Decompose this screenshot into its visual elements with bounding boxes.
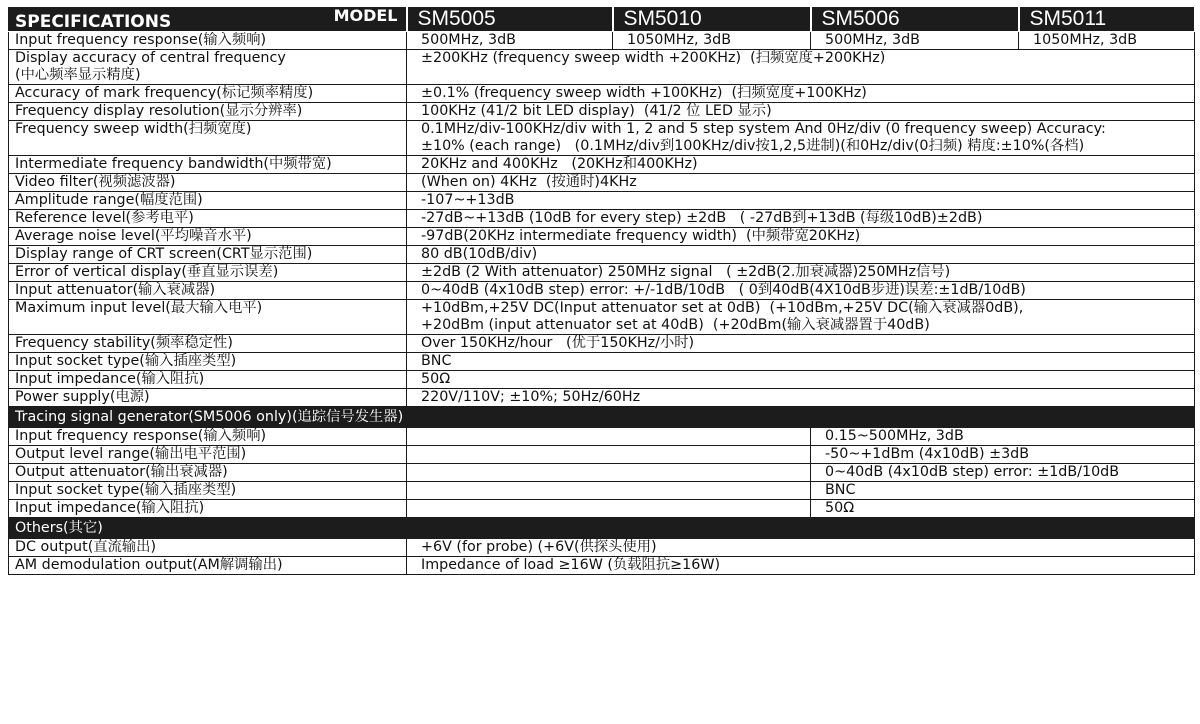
- spec-label: Display range of CRT screen(CRT显示范围): [9, 246, 407, 264]
- spec-value: 0~40dB (4x10dB step) error: ±1dB/10dB: [811, 464, 1195, 482]
- spec-value: +6V (for probe) (+6V(供探头使用): [407, 539, 1195, 557]
- spec-row: [9, 300, 1195, 335]
- spec-row: [9, 85, 1195, 103]
- spec-label: Frequency stability(频率稳定性): [9, 335, 407, 353]
- tracing-row: [9, 428, 1195, 446]
- model-header-row: [9, 7, 1195, 32]
- spec-value: 0.15~500MHz, 3dB: [811, 428, 1195, 446]
- tracing-row: [9, 464, 1195, 482]
- spec-value: 1050MHz, 3dB: [1019, 32, 1195, 50]
- spec-row: [9, 174, 1195, 192]
- spec-row: [9, 50, 1195, 85]
- spec-row: [9, 121, 1195, 156]
- spec-label: Reference level(参考电平): [9, 210, 407, 228]
- spec-value: 20KHz and 400KHz (20KHz和400KHz): [407, 156, 1195, 174]
- spec-row: [9, 228, 1195, 246]
- spec-value: BNC: [811, 482, 1195, 500]
- model-sm5006: [811, 7, 1019, 32]
- spec-value: 0~40dB (4x10dB step) error: +/-1dB/10dB ( 0到40dB(4X10dB步进)误差:±1dB/10dB): [407, 282, 1195, 300]
- spec-label: Output attenuator(输出衰减器): [9, 464, 407, 482]
- spec-label: Average noise level(平均噪音水平): [9, 228, 407, 246]
- spec-row: [9, 353, 1195, 371]
- spec-value: -50~+1dBm (4x10dB) ±3dB: [811, 446, 1195, 464]
- spec-label: Input impedance(输入阻抗): [9, 500, 407, 518]
- spec-label: Frequency sweep width(扫频宽度): [9, 121, 407, 156]
- spec-value: BNC: [407, 353, 1195, 371]
- model-sm5005: [407, 7, 613, 32]
- spec-label: Input socket type(输入插座类型): [9, 353, 407, 371]
- empty-cell: [407, 482, 811, 500]
- bandwidth-row: [9, 32, 1195, 50]
- spec-value: 1050MHz, 3dB: [613, 32, 811, 50]
- spec-value: Impedance of load ≥16W (负载阻抗≥16W): [407, 557, 1195, 575]
- model-name: SM5011: [1029, 7, 1107, 30]
- spec-label: Error of vertical display(垂直显示误差): [9, 264, 407, 282]
- spec-row: [9, 264, 1195, 282]
- spec-value: 50Ω: [811, 500, 1195, 518]
- spec-value: -97dB(20KHz intermediate frequency width) (中频带宽20KHz): [407, 228, 1195, 246]
- spec-label: Input socket type(输入插座类型): [9, 482, 407, 500]
- others-section-title: Others(其它): [9, 518, 1195, 539]
- tracing-row: [9, 482, 1195, 500]
- model-sm5011: [1019, 7, 1195, 32]
- spec-row: [9, 335, 1195, 353]
- spec-row: [9, 156, 1195, 174]
- tracing-section-header: [9, 407, 1195, 428]
- empty-cell: [407, 464, 811, 482]
- spec-label: Frequency display resolution(显示分辨率): [9, 103, 407, 121]
- model-label: MODEL: [333, 6, 398, 25]
- spec-label: Input attenuator(输入衰减器): [9, 282, 407, 300]
- empty-cell: [407, 428, 811, 446]
- spec-value: 220V/110V; ±10%; 50Hz/60Hz: [407, 389, 1195, 407]
- model-sm5010: [613, 7, 811, 32]
- model-name: SM5005: [417, 7, 496, 30]
- spec-label: Input frequency response(输入频响): [9, 428, 407, 446]
- spec-value: ±200KHz (frequency sweep width +200KHz) (扫频宽度+200KHz): [407, 50, 1195, 85]
- spec-row: [9, 210, 1195, 228]
- spec-label: AM demodulation output(AM解调输出): [9, 557, 407, 575]
- spec-value: 50Ω: [407, 371, 1195, 389]
- spec-value: (When on) 4KHz (按通时)4KHz: [407, 174, 1195, 192]
- spec-label: Maximum input level(最大输入电平): [9, 300, 407, 335]
- spec-value: -107~+13dB: [407, 192, 1195, 210]
- others-section-header: [9, 518, 1195, 539]
- spec-label: Input impedance(输入阻抗): [9, 371, 407, 389]
- spec-value: 500MHz, 3dB: [811, 32, 1019, 50]
- spec-value: 80 dB(10dB/div): [407, 246, 1195, 264]
- spec-row: [9, 371, 1195, 389]
- spec-value: -27dB~+13dB (10dB for every step) ±2dB ( -27dB到+13dB (每级10dB)±2dB): [407, 210, 1195, 228]
- empty-cell: [407, 446, 811, 464]
- spec-label: Intermediate frequency bandwidth(中频带宽): [9, 156, 407, 174]
- spec-table: [8, 6, 1195, 575]
- spec-row: [9, 282, 1195, 300]
- others-row: [9, 557, 1195, 575]
- spec-label: Accuracy of mark frequency(标记频率精度): [9, 85, 407, 103]
- spec-value: ±2dB (2 With attenuator) 250MHz signal ( ±2dB(2.加衰减器)250MHz信号): [407, 264, 1195, 282]
- spec-header-cell: [9, 7, 407, 32]
- spec-label: Output level range(输出电平范围): [9, 446, 407, 464]
- spec-row: [9, 389, 1195, 407]
- spec-value: 0.1MHz/div-100KHz/div with 1, 2 and 5 step system And 0Hz/div (0 frequency sweep) Accuracy: ±10% (each range) (0.1MHz/div到100KHz/div按1,2,5进制)(和0Hz/div(0扫频) 精度:±10%(各档): [407, 121, 1195, 156]
- spec-label: Display accuracy of central frequency (中心频率显示精度): [9, 50, 407, 85]
- model-name: SM5010: [623, 7, 702, 30]
- specifications-title: SPECIFICATIONS: [15, 12, 172, 32]
- tracing-row: [9, 446, 1195, 464]
- spec-label: Video filter(视频滤波器): [9, 174, 407, 192]
- spec-row: [9, 246, 1195, 264]
- spec-row: [9, 192, 1195, 210]
- spec-label: Input frequency response(输入频响): [9, 32, 407, 50]
- spec-label: Power supply(电源): [9, 389, 407, 407]
- tracing-row: [9, 500, 1195, 518]
- spec-row: [9, 103, 1195, 121]
- empty-cell: [407, 500, 811, 518]
- model-name: SM5006: [821, 7, 900, 30]
- spec-value: 500MHz, 3dB: [407, 32, 613, 50]
- spec-value: 100KHz (41/2 bit LED display) (41/2 位 LED 显示): [407, 103, 1195, 121]
- spec-label: Amplitude range(幅度范围): [9, 192, 407, 210]
- tracing-section-title: Tracing signal generator(SM5006 only)(追踪信号发生器): [9, 407, 1195, 428]
- spec-label: DC output(直流输出): [9, 539, 407, 557]
- spec-value: ±0.1% (frequency sweep width +100KHz) (扫频宽度+100KHz): [407, 85, 1195, 103]
- spec-sheet: [8, 6, 1194, 575]
- spec-value: Over 150KHz/hour (优于150KHz/小时): [407, 335, 1195, 353]
- others-row: [9, 539, 1195, 557]
- spec-value: +10dBm,+25V DC(Input attenuator set at 0dB) (+10dBm,+25V DC(输入衰减器0dB), +20dBm (input attenuator set at 40dB) (+20dBm(输入衰减器置于40dB): [407, 300, 1195, 335]
